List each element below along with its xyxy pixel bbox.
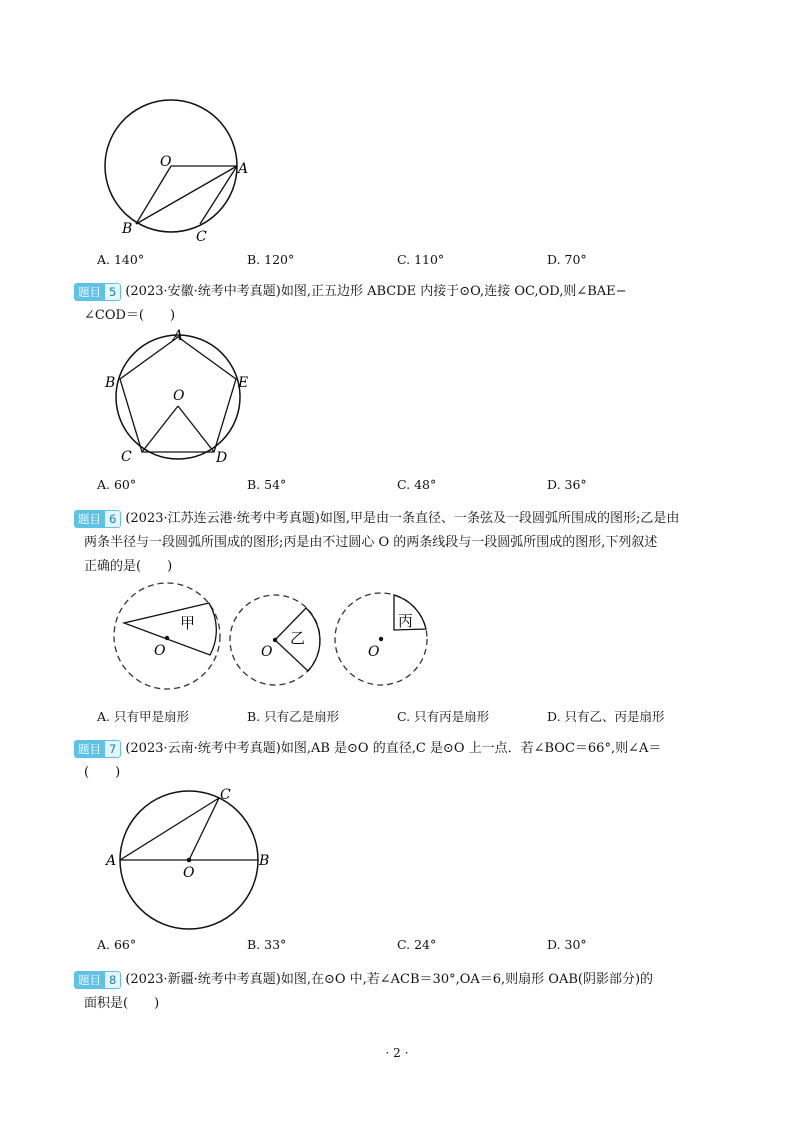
q6-option-b[interactable]: B. 只有乙是扇形	[247, 709, 340, 724]
q4-figure	[100, 95, 260, 245]
q4-label-c: C	[196, 229, 207, 245]
q4-options	[97, 252, 737, 272]
q5-label-b: B	[105, 375, 116, 391]
q5-source: (2023·安徽·统考中考真题)	[125, 284, 281, 299]
q7-label-c: C	[220, 787, 231, 803]
q6-label-o-jia: O	[154, 643, 166, 659]
q7-center-dot	[187, 858, 192, 863]
q5-badge: 题目 5	[74, 283, 121, 301]
q7-option-c[interactable]: C. 24°	[397, 937, 437, 952]
q4-segment-ac	[200, 166, 237, 224]
q5-text-line2: ∠COD＝( )	[84, 308, 176, 323]
q6-stem	[74, 507, 724, 579]
q6-option-c[interactable]: C. 只有丙是扇形	[397, 709, 490, 724]
q8-stem	[74, 968, 724, 1016]
q6-figure-yi	[230, 595, 320, 685]
q5-option-d[interactable]: D. 36°	[547, 477, 587, 492]
q8-text-line2: 面积是( )	[84, 996, 160, 1011]
q5-label-a: A	[173, 328, 184, 344]
q5-figure	[100, 328, 260, 468]
q7-options	[97, 937, 737, 957]
q7-text-line1: 如图,AB 是⊙O 的直径,C 是⊙O 上一点．若∠BOC＝66°,则∠A＝	[280, 741, 662, 756]
q6-figure-jia	[114, 583, 220, 689]
q5-segment-oc	[142, 406, 178, 452]
q8-source: (2023·新疆·统考中考真题)	[125, 972, 281, 987]
q4-label-a: A	[238, 161, 249, 177]
q6-text-line2: 两条半径与一段圆弧所围成的图形;丙是由不过圆心 O 的两条线段与一段圆弧所围成的图形,下列叙述	[84, 535, 658, 550]
q6-source: (2023·江苏连云港·统考中考真题)	[125, 511, 320, 526]
q5-label-c: C	[121, 449, 132, 465]
q5-label-d: D	[216, 450, 228, 466]
q4-label-o: O	[160, 154, 172, 170]
q7-label-a: A	[106, 853, 117, 869]
q6-figure-bing	[335, 593, 427, 685]
q6-label-o-bing: O	[368, 644, 380, 660]
q7-label-o: O	[183, 865, 195, 881]
q7-badge: 题目 7	[74, 740, 121, 758]
q4-segment-ab	[136, 166, 237, 224]
q5-options	[97, 477, 737, 497]
q6-figure	[118, 582, 438, 694]
q5-segment-od	[178, 406, 214, 452]
q7-text-line2: ( )	[84, 765, 121, 780]
q7-label-b: B	[259, 853, 270, 869]
q7-figure	[100, 784, 280, 944]
q5-option-b[interactable]: B. 54°	[247, 477, 287, 492]
q7-source: (2023·云南·统考中考真题)	[125, 741, 281, 756]
q6-badge: 题目 6	[74, 510, 121, 528]
q7-stem	[74, 737, 724, 785]
q6-text-line1: 如图,甲是由一条直径、一条弦及一段圆弧所围成的图形;乙是由	[319, 511, 680, 526]
q5-option-c[interactable]: C. 48°	[397, 477, 437, 492]
q8-text-line1: 如图,在⊙O 中,若∠ACB＝30°,OA＝6,则扇形 OAB(阴影部分)的	[280, 972, 654, 987]
q4-option-c[interactable]: C. 110°	[397, 252, 445, 267]
page-number: · 2 ·	[385, 1046, 409, 1060]
q6-label-jia: 甲	[180, 614, 196, 632]
q6-label-yi: 乙	[290, 629, 306, 647]
q8-badge: 题目 8	[74, 971, 121, 989]
q5-option-a[interactable]: A. 60°	[97, 477, 137, 492]
q4-option-d[interactable]: D. 70°	[547, 252, 587, 267]
q6-label-o-yi: O	[261, 644, 273, 660]
q4-option-a[interactable]: A. 140°	[97, 252, 145, 267]
q6-option-a[interactable]: A. 只有甲是扇形	[97, 709, 189, 724]
q5-label-e: E	[238, 375, 249, 391]
q5-stem	[74, 280, 724, 328]
q6-text-line3: 正确的是( )	[84, 559, 173, 574]
q6-label-bing: 丙	[398, 612, 414, 630]
q7-option-d[interactable]: D. 30°	[547, 937, 587, 952]
q4-label-b: B	[122, 221, 133, 237]
q6-options	[97, 707, 737, 727]
q4-option-b[interactable]: B. 120°	[247, 252, 295, 267]
q5-text-line1: 如图,正五边形 ABCDE 内接于⊙O,连接 OC,OD,则∠BAE−	[280, 284, 627, 299]
q5-label-o: O	[173, 388, 185, 404]
q7-option-b[interactable]: B. 33°	[247, 937, 287, 952]
q7-option-a[interactable]: A. 66°	[97, 937, 137, 952]
q6-option-d[interactable]: D. 只有乙、丙是扇形	[547, 709, 665, 724]
q4-segment-ob	[136, 166, 171, 224]
